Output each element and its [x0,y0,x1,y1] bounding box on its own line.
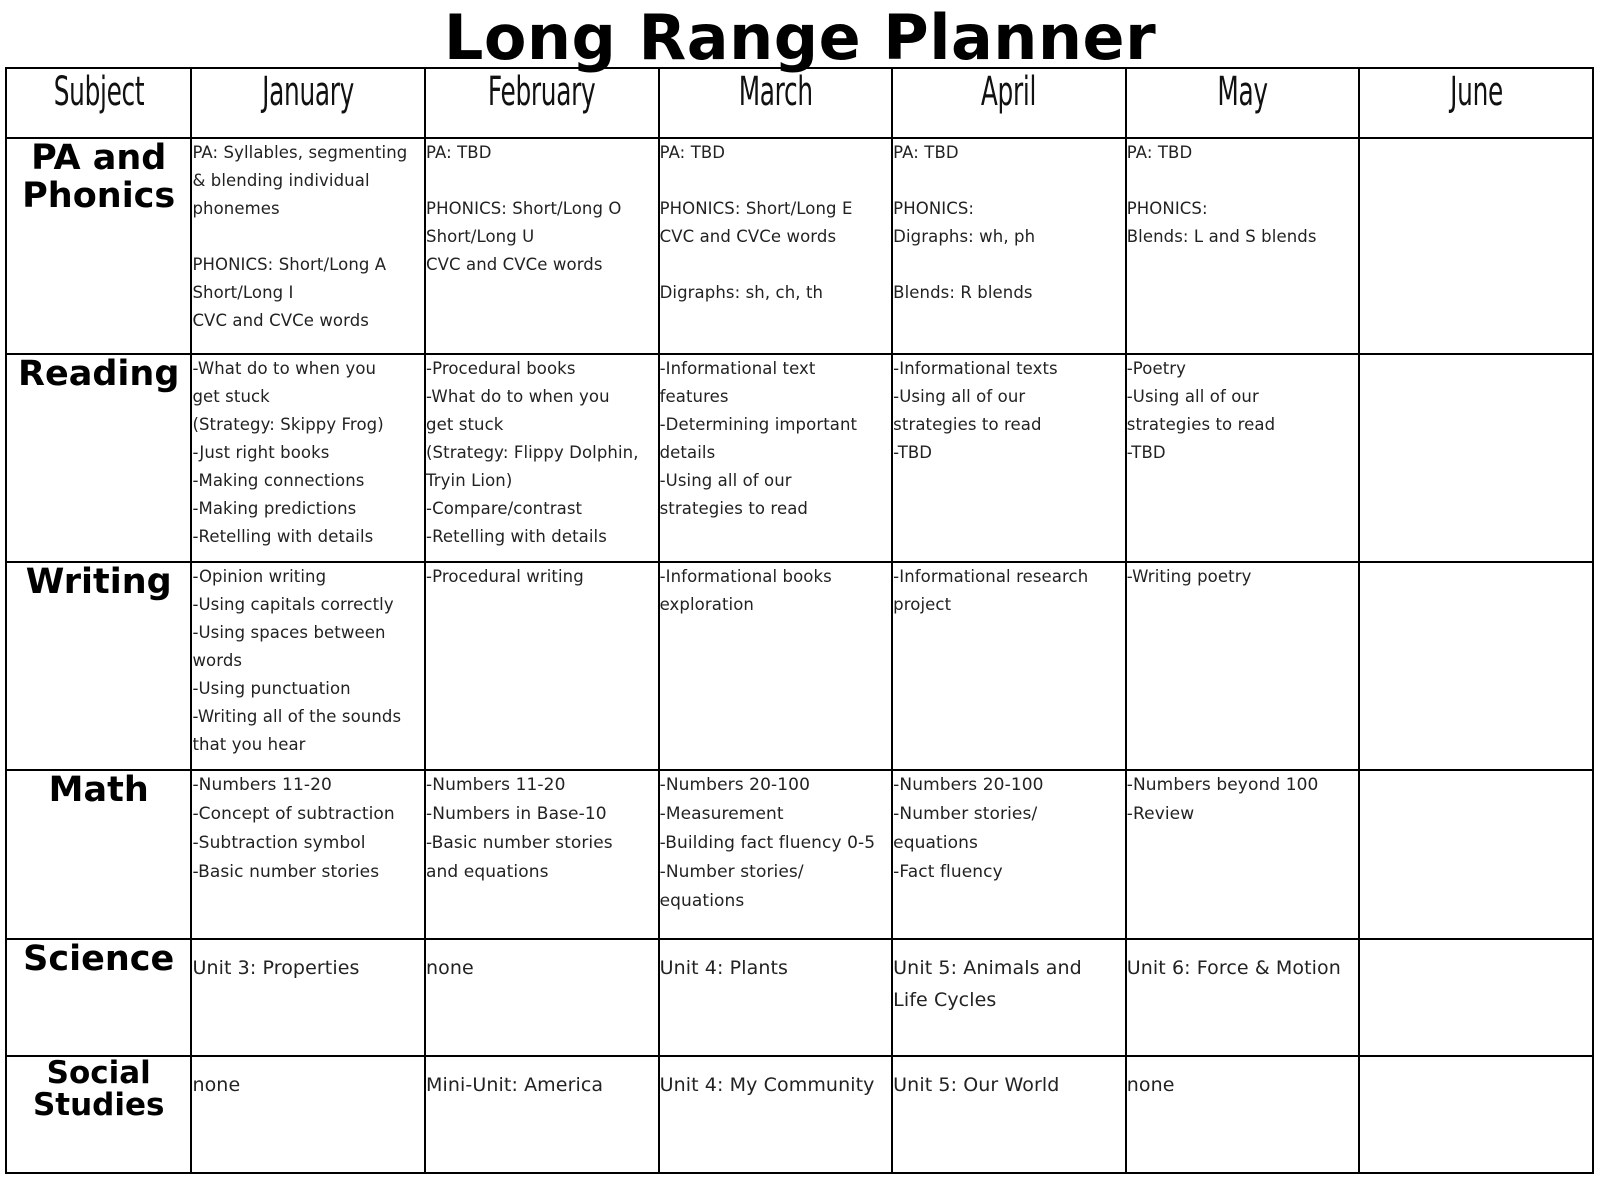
row-pa-phonics [6,138,1593,354]
cell-may: none [1126,1056,1360,1173]
subject-label: Social Studies [6,1056,191,1173]
cell-march: -Numbers 20-100 -Measurement -Building fact fluency 0-5 -Number stories/ equations [659,770,893,939]
cell-may: -Numbers beyond 100 -Review [1126,770,1360,939]
cell-january: Unit 3: Properties [191,939,425,1056]
cell-february: -Procedural writing [425,562,659,770]
cell-june [1359,770,1593,939]
cell-may: PA: TBD PHONICS: Blends: L and S blends [1126,138,1360,354]
header-april: April [892,68,1126,138]
cell-april: -Informational research project [892,562,1126,770]
header-march: March [659,68,893,138]
header-february: February [425,68,659,138]
cell-january: none [191,1056,425,1173]
cell-june [1359,939,1593,1056]
cell-june [1359,138,1593,354]
cell-june [1359,354,1593,562]
cell-february: none [425,939,659,1056]
cell-march: -Informational text features -Determining important details -Using all of our strategies to read [659,354,893,562]
header-june: June [1359,68,1593,138]
cell-april: -Numbers 20-100 -Number stories/ equations -Fact fluency [892,770,1126,939]
header-january: January [191,68,425,138]
cell-february: PA: TBD PHONICS: Short/Long O Short/Long U CVC and CVCe words [425,138,659,354]
header-may: May [1126,68,1360,138]
cell-march: Unit 4: My Community [659,1056,893,1173]
cell-january: PA: Syllables, segmenting & blending individual phonemes PHONICS: Short/Long A Short/Long I CVC and CVCe words [191,138,425,354]
header-subject: Subject [6,68,191,138]
cell-february: -Numbers 11-20 -Numbers in Base-10 -Basic number stories and equations [425,770,659,939]
row-writing [6,562,1593,770]
page-title: Long Range Planner [443,1,1157,74]
cell-january: -What do to when you get stuck (Strategy: Skippy Frog) -Just right books -Making connections -Making predictions -Retelling with details [191,354,425,562]
row-science [6,939,1593,1056]
subject-label: Writing [6,562,191,770]
planner-table [5,67,1594,1174]
subject-label: Reading [6,354,191,562]
cell-february: -Procedural books -What do to when you get stuck (Strategy: Flippy Dolphin, Tryin Lion) -Compare/contrast -Retelling with details [425,354,659,562]
row-reading [6,354,1593,562]
subject-label: Science [6,939,191,1056]
cell-march: -Informational books exploration [659,562,893,770]
row-social-studies [6,1056,1593,1173]
cell-april: Unit 5: Our World [892,1056,1126,1173]
header-row [6,68,1593,138]
cell-january: -Opinion writing -Using capitals correctly -Using spaces between words -Using punctuation -Writing all of the sounds that you hear [191,562,425,770]
cell-april: PA: TBD PHONICS: Digraphs: wh, ph Blends: R blends [892,138,1126,354]
cell-april: Unit 5: Animals and Life Cycles [892,939,1126,1056]
subject-label: PA and Phonics [6,138,191,354]
cell-february: Mini-Unit: America [425,1056,659,1173]
cell-may: -Poetry -Using all of our strategies to read -TBD [1126,354,1360,562]
cell-january: -Numbers 11-20 -Concept of subtraction -Subtraction symbol -Basic number stories [191,770,425,939]
cell-may: -Writing poetry [1126,562,1360,770]
row-math [6,770,1593,939]
cell-march: PA: TBD PHONICS: Short/Long E CVC and CVCe words Digraphs: sh, ch, th [659,138,893,354]
subject-label: Math [6,770,191,939]
cell-march: Unit 4: Plants [659,939,893,1056]
cell-june [1359,562,1593,770]
cell-may: Unit 6: Force & Motion [1126,939,1360,1056]
cell-april: -Informational texts -Using all of our strategies to read -TBD [892,354,1126,562]
cell-june [1359,1056,1593,1173]
